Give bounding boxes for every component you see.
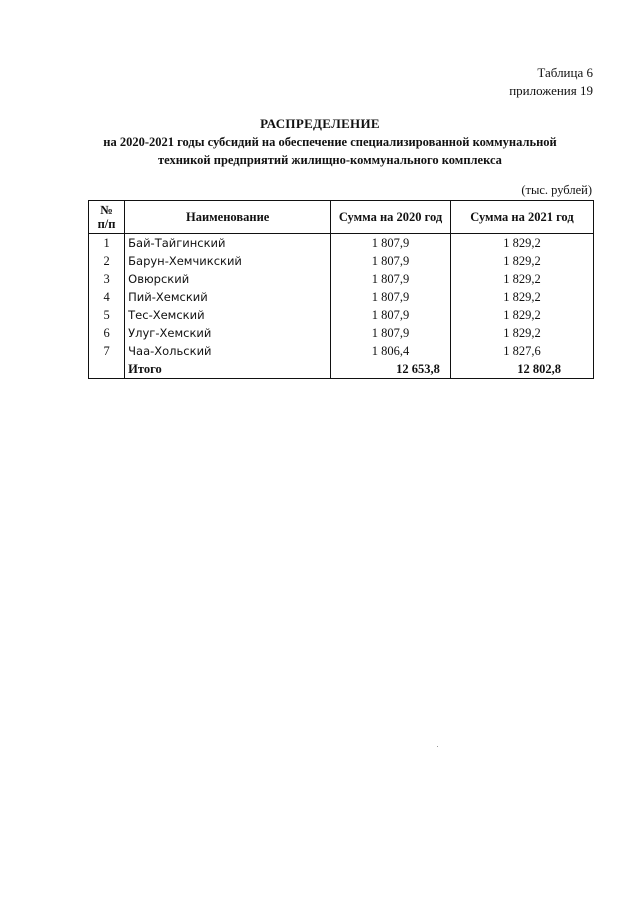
row-sum-2020: 1 807,9 bbox=[331, 270, 451, 288]
header-sum-2020: Сумма на 2020 год bbox=[331, 201, 451, 234]
table-row bbox=[89, 234, 594, 253]
header-num: № п/п bbox=[89, 201, 125, 234]
appendix-label: приложения 19 bbox=[509, 83, 593, 98]
document-subtitle: на 2020-2021 годы субсидий на обеспечение специализированной коммунальной техникой предприятий жилищно-коммунального комплекса bbox=[103, 135, 557, 167]
header-sum-2021: Сумма на 2021 год bbox=[450, 201, 593, 234]
document-title: РАСПРЕДЕЛЕНИЕ bbox=[260, 116, 380, 131]
row-name: Овюрский bbox=[125, 270, 331, 288]
row-sum-2020: 1 807,9 bbox=[331, 234, 451, 253]
row-sum-2021: 1 829,2 bbox=[450, 306, 593, 324]
row-name: Тес-Хемский bbox=[125, 306, 331, 324]
row-sum-2020: 1 807,9 bbox=[331, 288, 451, 306]
table-label: Таблица 6 bbox=[537, 65, 593, 80]
row-sum-2020: 1 807,9 bbox=[331, 252, 451, 270]
table-row bbox=[89, 306, 594, 324]
row-num: 6 bbox=[89, 324, 125, 342]
table-row bbox=[89, 342, 594, 360]
row-name: Барун-Хемчикский bbox=[125, 252, 331, 270]
row-sum-2021: 1 829,2 bbox=[450, 252, 593, 270]
row-num: 5 bbox=[89, 306, 125, 324]
table-row bbox=[89, 288, 594, 306]
row-name: Чаа-Хольский bbox=[125, 342, 331, 360]
total-label: Итого bbox=[125, 360, 331, 379]
table-row bbox=[89, 324, 594, 342]
total-num-cell bbox=[89, 360, 125, 379]
units-label: (тыс. рублей) bbox=[521, 183, 592, 197]
row-num: 1 bbox=[89, 234, 125, 253]
row-num: 3 bbox=[89, 270, 125, 288]
total-row bbox=[89, 360, 594, 379]
reference-block bbox=[509, 64, 593, 100]
row-sum-2020: 1 807,9 bbox=[331, 324, 451, 342]
table-row bbox=[89, 252, 594, 270]
total-sum-2020: 12 653,8 bbox=[331, 360, 451, 379]
distribution-table bbox=[88, 200, 594, 379]
total-sum-2021: 12 802,8 bbox=[450, 360, 593, 379]
row-name: Бай-Тайгинский bbox=[125, 234, 331, 253]
row-num: 4 bbox=[89, 288, 125, 306]
row-sum-2021: 1 829,2 bbox=[450, 288, 593, 306]
row-sum-2020: 1 807,9 bbox=[331, 306, 451, 324]
row-sum-2021: 1 829,2 bbox=[450, 234, 593, 253]
header-name: Наименование bbox=[125, 201, 331, 234]
row-num: 2 bbox=[89, 252, 125, 270]
row-sum-2021: 1 829,2 bbox=[450, 270, 593, 288]
row-sum-2021: 1 827,6 bbox=[450, 342, 593, 360]
table-row bbox=[89, 270, 594, 288]
scan-speck bbox=[437, 746, 438, 747]
row-num: 7 bbox=[89, 342, 125, 360]
row-name: Пий-Хемский bbox=[125, 288, 331, 306]
row-name: Улуг-Хемский bbox=[125, 324, 331, 342]
row-sum-2021: 1 829,2 bbox=[450, 324, 593, 342]
table-header-row bbox=[89, 201, 594, 234]
row-sum-2020: 1 806,4 bbox=[331, 342, 451, 360]
